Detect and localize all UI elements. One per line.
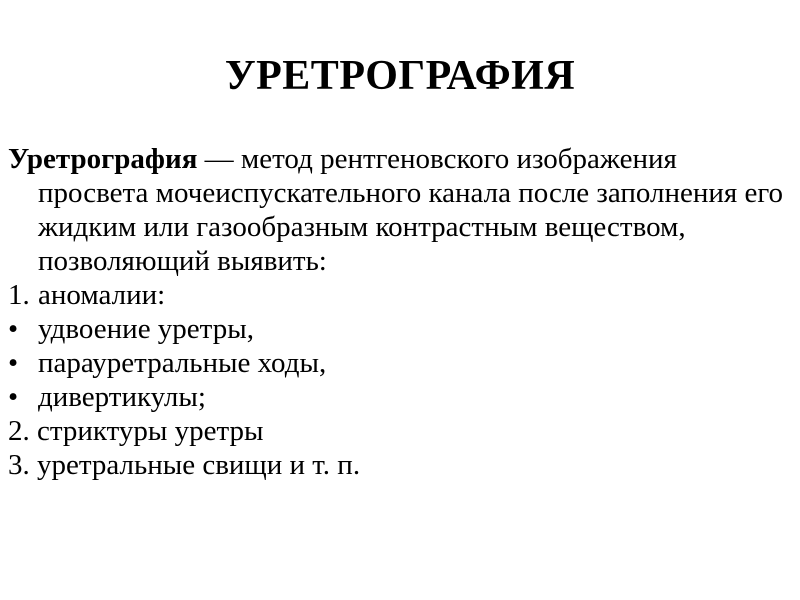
- list-item: [8, 380, 788, 414]
- bullet-icon: •: [8, 347, 19, 379]
- list-item: [8, 312, 788, 346]
- list-item-fistulas: 3. уретральные свищи и т. п.: [8, 449, 361, 481]
- slide-body: [8, 142, 788, 482]
- list-item-strictures: 2. стриктуры уретры: [8, 415, 264, 447]
- intro-text: — метод рентгеновского изображения просвета мочеиспускательного канала после заполнения его жидким или газообразным контрастным веществом, позволяющий выявить:: [38, 143, 784, 277]
- intro-term: Уретрография: [8, 143, 198, 175]
- list-item: [8, 346, 788, 380]
- list-item-text: удвоение уретры,: [38, 313, 254, 345]
- list-item-text: дивертикулы;: [38, 381, 206, 413]
- bullet-icon: •: [8, 313, 19, 345]
- slide-title: УРЕТРОГРАФИЯ: [224, 53, 576, 99]
- bullet-icon: •: [8, 381, 19, 413]
- list-item-text: аномалии:: [38, 279, 166, 311]
- list-marker: 1.: [8, 279, 30, 311]
- list-item: [8, 278, 788, 312]
- intro-paragraph: [8, 142, 788, 278]
- list-item-text: парауретральные ходы,: [38, 347, 327, 379]
